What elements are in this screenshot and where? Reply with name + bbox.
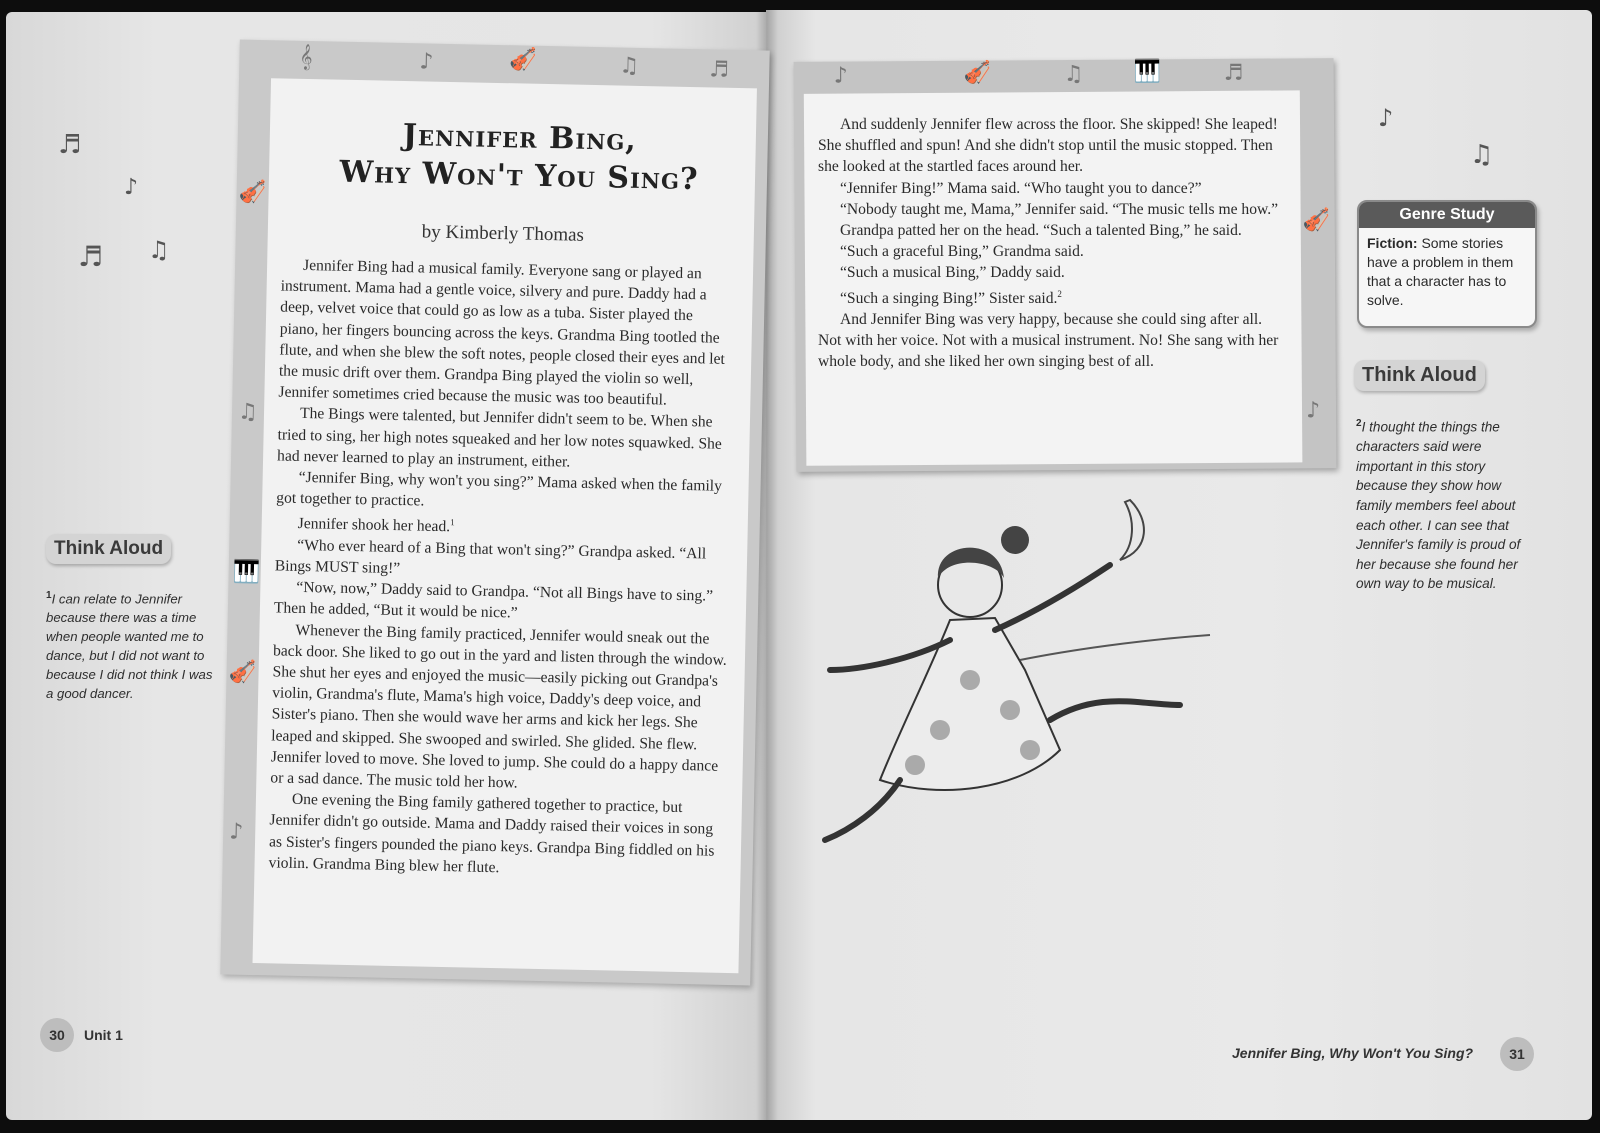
continuation-body	[818, 114, 1283, 373]
footnote-marker: 2	[1057, 288, 1062, 299]
genre-definition: Some stories have a problem in them that a character has to solve.	[1367, 235, 1514, 308]
footnote-marker: 2	[1356, 418, 1362, 429]
think-aloud-note	[1356, 414, 1534, 594]
story-paragraph: The Bings were talented, but Jennifer didn't seem to be. When she tried to sing, her high notes squeaked and her low notes squawked. She had never learned to play an instrument, either.	[276, 405, 723, 471]
piano-keys-icon: 🎹	[1133, 59, 1162, 85]
think-aloud-label: Think Aloud	[46, 534, 171, 564]
piano-keys-icon: 🎹	[232, 559, 261, 586]
story-paragraph: Grandpa patted her on the head. “Such a talented Bing,” he said.	[840, 222, 1242, 240]
music-note-icon: ♫	[237, 399, 259, 426]
story-title	[329, 115, 711, 199]
story-paragraph: “Now, now,” Daddy said to Grandpa. “Not all Bings have to sing.” Then he added, “But it would be nice.”	[273, 579, 714, 622]
think-aloud-text: I can relate to Jennifer because there was a time when people wanted me to dance, but I did not want to because I did not think I was a good dancer.	[46, 591, 213, 702]
title-line-1: Jennifer Bing,	[402, 117, 638, 158]
music-note-icon: ♫	[1470, 140, 1494, 170]
violin-icon: 🎻	[238, 179, 267, 206]
story-paper	[253, 78, 757, 973]
story-paragraph: One evening the Bing family gathered together to practice, but Jennifer didn't go outside. Mama and Daddy raised their voices in song as Sister's fingers pounded the piano keys. Grandpa Bing fiddled on his violin. Grandma Bing blew her flute.	[268, 791, 715, 877]
music-note-icon: ♬	[709, 57, 730, 83]
music-note-icon: ♫	[148, 236, 170, 264]
music-note-icon: ♪	[1378, 104, 1394, 132]
story-paragraph: “Jennifer Bing!” Mama said. “Who taught you to dance?”	[840, 179, 1202, 197]
music-note-icon: ♬	[1223, 60, 1244, 86]
genre-study-box	[1357, 200, 1537, 328]
dress-flower	[1020, 740, 1040, 760]
guitar-icon: 🎻	[963, 60, 992, 86]
dancing-girl-illustration	[820, 490, 1260, 890]
story-body	[268, 254, 735, 882]
music-note-icon: ♫	[619, 53, 640, 79]
genre-study-text	[1359, 228, 1535, 316]
violin-icon: 🎻	[228, 659, 257, 686]
music-note-icon: ♪	[124, 175, 139, 200]
story-paragraph: And Jennifer Bing was very happy, because she could sing after all. Not with her voice. Not with a musical instrument. No! She sang with her whole body, and she liked her own singing best of all.	[818, 311, 1279, 371]
story-paragraph: Jennifer Bing had a musical family. Everyone sang or played an instrument. Mama had a gentle voice, silvery and pure. Daddy had a deep, velvet voice that could go as low as a tuba. Sister played the piano, her fingers bouncing across the keys. Grandma Bing tootled the flute, and when she blew the soft notes, people closed their eyes and let the music drift over them. Grandpa Bing played the violin so well, Jennifer sometimes cried because the music was too beautiful.	[278, 256, 726, 409]
story-sentence: Jennifer shook her head.	[297, 515, 451, 536]
girl-arm-right	[995, 565, 1110, 630]
music-note-icon: ♪	[1305, 398, 1321, 424]
music-note-icon: ♬	[78, 240, 104, 273]
page-number-right: 31	[1500, 1037, 1534, 1071]
girl-leg-front	[1050, 701, 1180, 720]
dress-flower	[1000, 700, 1020, 720]
genre-study-heading: Genre Study	[1359, 202, 1535, 228]
running-title: Jennifer Bing, Why Won't You Sing?	[1232, 1045, 1474, 1061]
footnote-marker: 1	[46, 590, 52, 601]
story-sentence: “Such a singing Bing!” Sister said.	[840, 289, 1058, 307]
story-paragraph: “Such a graceful Bing,” Grandma said.	[840, 243, 1084, 261]
story-author: by Kimberly Thomas	[421, 221, 585, 246]
unit-label: Unit 1	[84, 1027, 123, 1043]
story-paragraph: “Who ever heard of a Bing that won't sing?” Grandpa asked. “All Bings MUST sing!”	[274, 536, 707, 578]
girl-bun	[1001, 526, 1029, 554]
story-paragraph: “Such a musical Bing,” Daddy said.	[840, 264, 1065, 282]
story-paragraph	[818, 284, 1283, 309]
flute-icon: ♪	[833, 63, 848, 89]
think-aloud-note	[46, 586, 216, 703]
think-aloud-text: I thought the things the characters said were important in this story because they show how family members feel about each other. I can see that Jennifer's family is proud of her because she found her own way to be musical.	[1356, 419, 1521, 592]
title-line-2: Why Won't You Sing?	[339, 154, 699, 198]
dress-flower	[960, 670, 980, 690]
guitar-icon: 🎻	[509, 47, 538, 73]
moon-icon	[1120, 500, 1144, 560]
story-paragraph: “Nobody taught me, Mama,” Jennifer said. “The music tells me how.”	[840, 200, 1279, 218]
music-note-icon: ♪	[228, 819, 244, 845]
music-note-icon: ♪	[419, 49, 434, 75]
story-paragraph: “Jennifer Bing, why won't you sing?” Mama asked when the family got together to practice.	[276, 468, 723, 510]
music-note-icon: ♬	[58, 130, 82, 160]
dress-flower	[905, 755, 925, 775]
violin-icon: 🎻	[1302, 208, 1331, 234]
girl-leg-back	[825, 780, 900, 840]
music-note-icon: ♫	[1063, 61, 1084, 88]
page-number-left: 30	[40, 1018, 74, 1052]
dress-flower	[930, 720, 950, 740]
genre-term: Fiction:	[1367, 235, 1418, 251]
dress-ribbon	[1020, 635, 1210, 660]
footnote-marker: 1	[450, 517, 455, 528]
think-aloud-label: Think Aloud	[1354, 360, 1485, 391]
story-paragraph: And suddenly Jennifer flew across the floor. She skipped! She leaped! She shuffled and spun! And she didn't stop until the music stopped. Then she looked at the startled faces around her.	[818, 116, 1278, 176]
story-panel	[220, 40, 769, 986]
violin-icon: 𝄞	[299, 44, 313, 71]
story-paragraph: Whenever the Bing family practiced, Jennifer would sneak out the back door. She liked to go out in the yard and listen through the window. She shut her eyes and enjoyed the music—easily picking out Grandpa's violin, Grandma's flute, Mama's high voice, Daddy's deep voice, and Sister's piano. Then she would wave her arms and kick her legs. She leaped and skipped. She swooped and swirled. She glided. She flew. Jennifer loved to move. She loved to jump. She could do a happy dance or a sad dance. The music told her how.	[270, 621, 727, 792]
